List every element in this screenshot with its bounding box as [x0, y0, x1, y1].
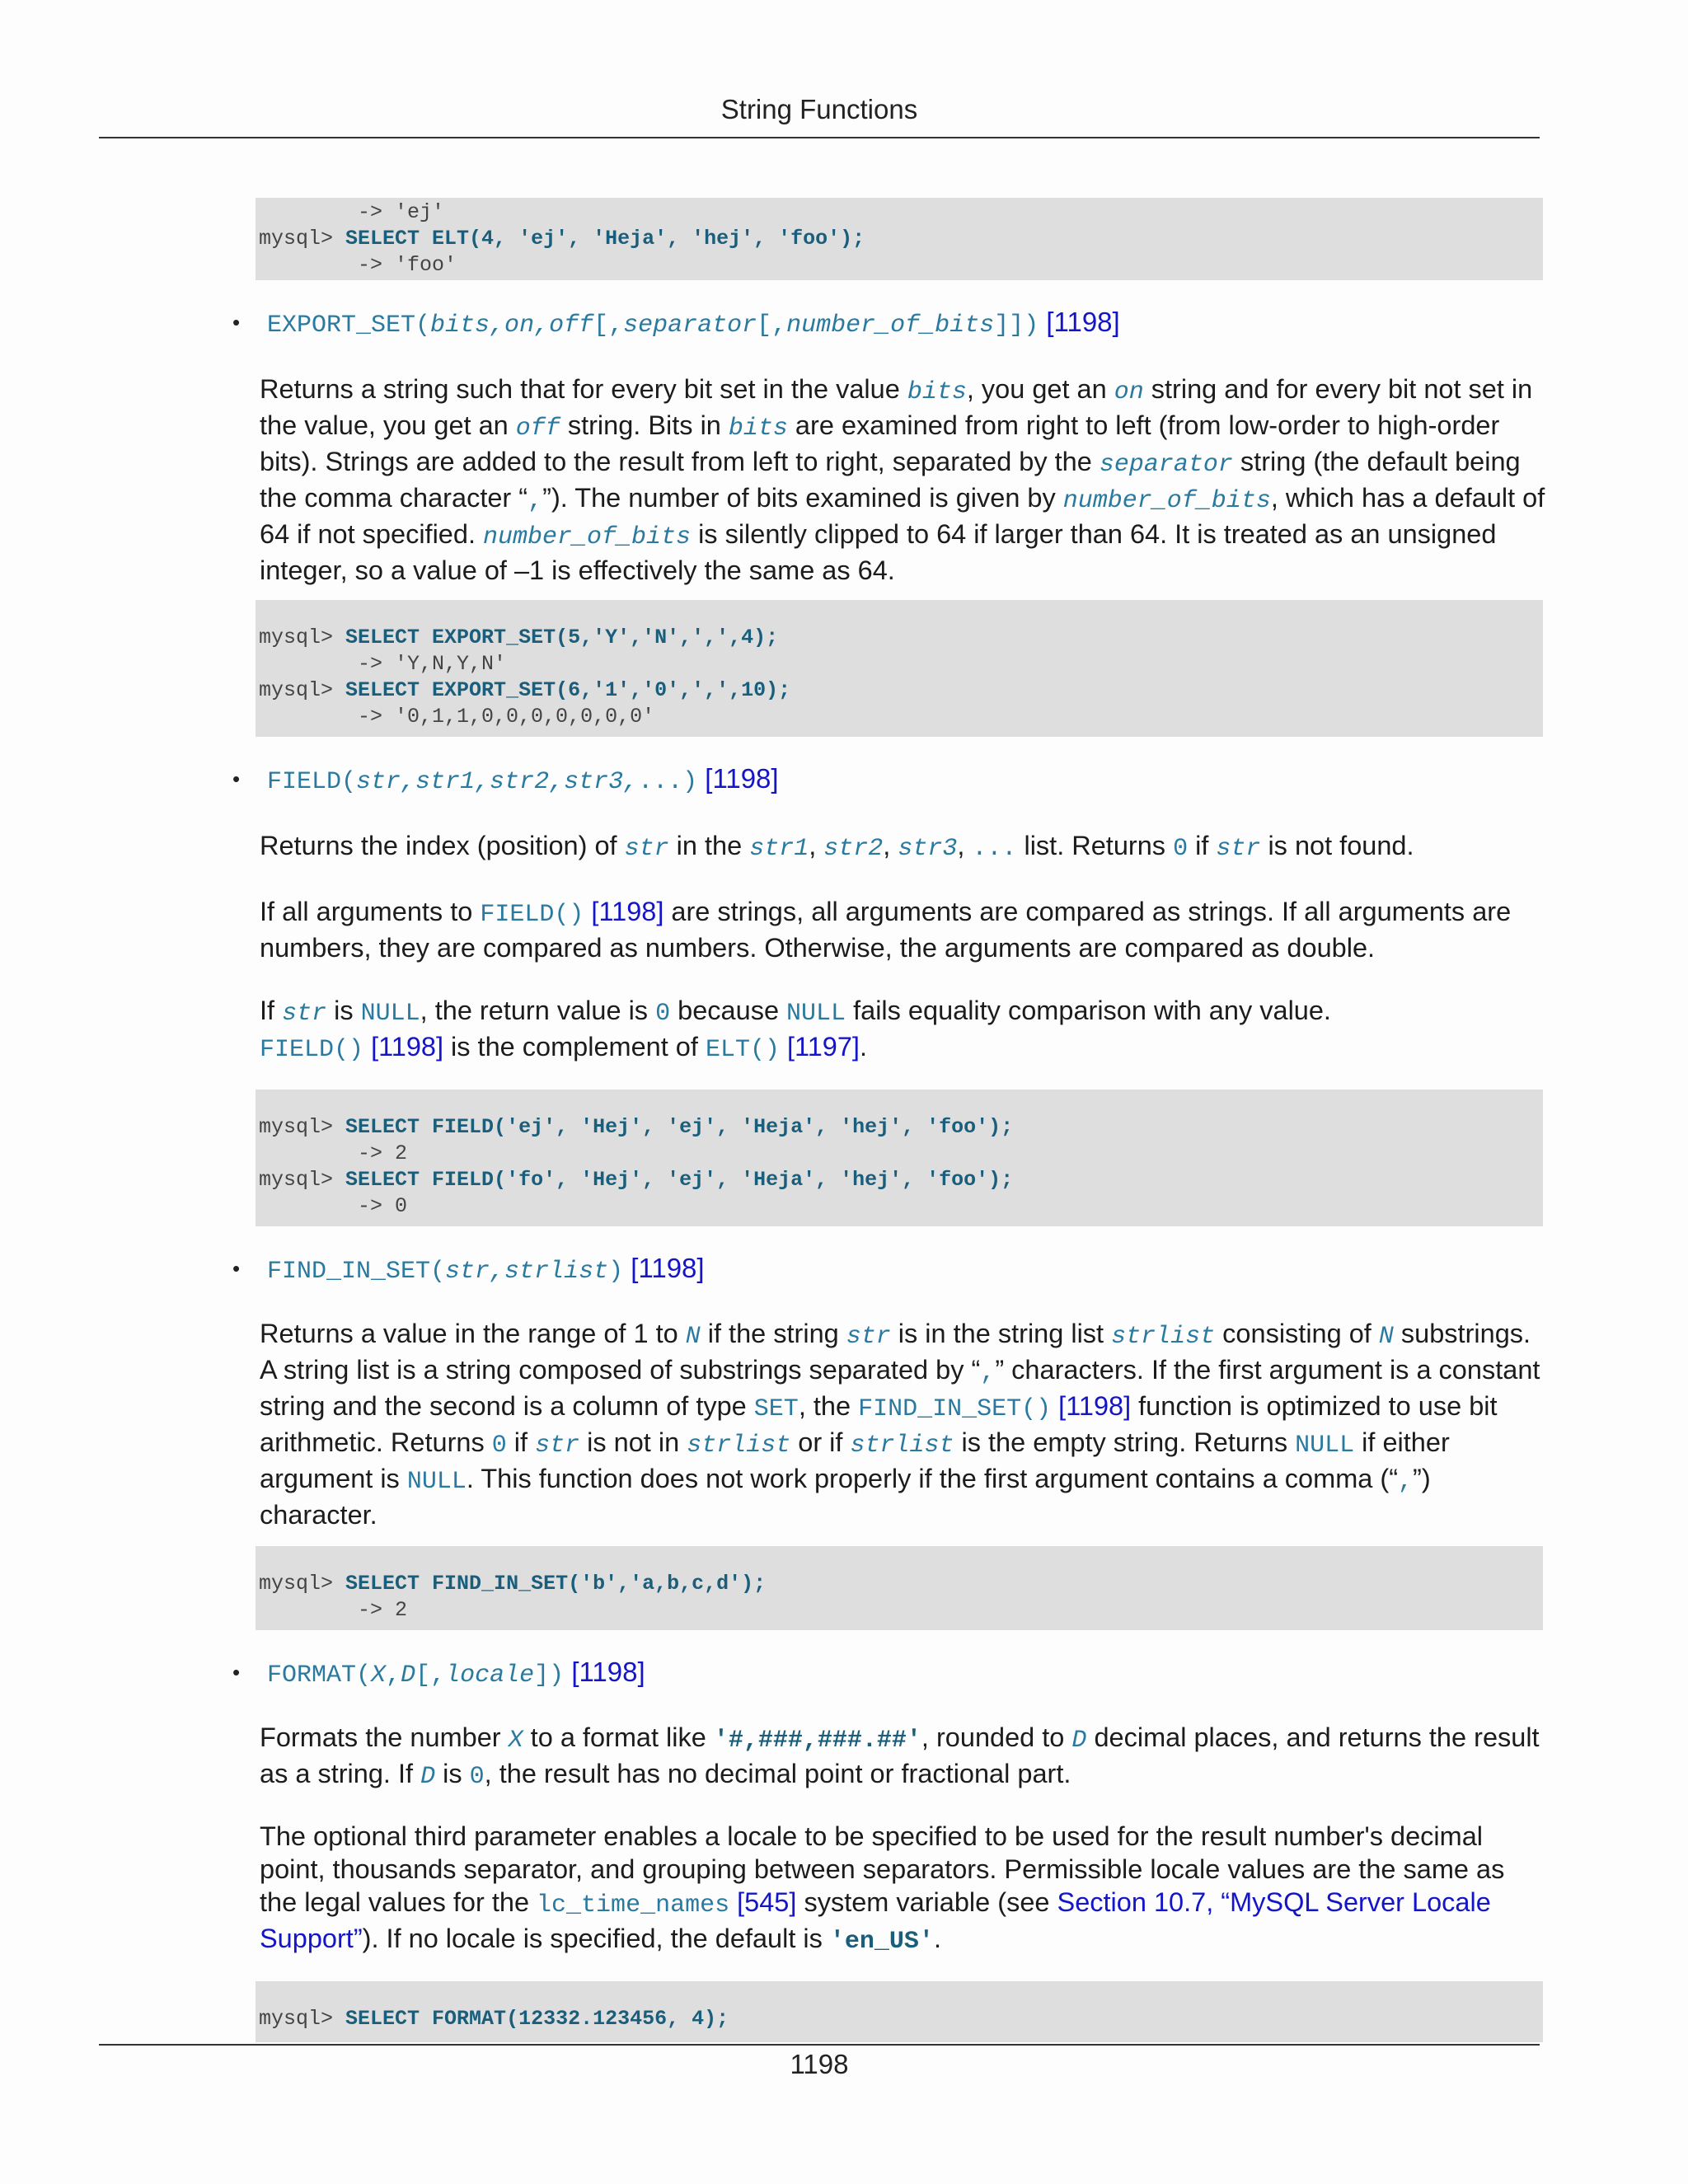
- page-header: String Functions: [720, 94, 918, 124]
- field-description-1: Returns the index (position) of str in the str1, str2, str3, ... list. Returns 0 if str is not found.: [260, 831, 1414, 863]
- code-line: mysql> SELECT ELT(4, 'ej', 'Heja', 'hej', 'foo');: [259, 227, 865, 251]
- code-line: -> 2: [259, 1598, 408, 1622]
- format-description-2: The optional third parameter enables a locale to be specified to be used for the result number's decimal point, thousands separator, and grouping between separators. Permissible locale values are the same as the legal values for the lc_time_names [545] system variable (see Section 10.7, “MySQL Server Locale Support”). If no locale is specified, the default is 'en_US'.: [260, 1821, 1505, 1956]
- code-line: mysql> SELECT EXPORT_SET(5,'Y','N',',',4);: [259, 626, 779, 649]
- page-ref-link[interactable]: [1198]: [591, 897, 664, 926]
- page-ref-link[interactable]: [545]: [737, 1887, 797, 1917]
- page-number: 1198: [790, 2049, 849, 2079]
- page-ref-link[interactable]: [1198]: [571, 1657, 645, 1687]
- code-line: mysql> SELECT FIELD('ej', 'Hej', 'ej', 'Heja', 'hej', 'foo');: [259, 1115, 1014, 1139]
- code-block-export-set: [256, 600, 1543, 737]
- page-ref-link[interactable]: [1198]: [371, 1032, 444, 1062]
- function-name: FORMAT(: [267, 1661, 372, 1690]
- bullet-icon: •: [232, 766, 241, 791]
- code-line: -> 'Y,N,Y,N': [259, 652, 507, 676]
- page-ref-link[interactable]: [1197]: [787, 1032, 860, 1062]
- page-ref-link[interactable]: [1198]: [1046, 307, 1120, 337]
- export-set-description: Returns a string such that for every bit set in the value bits, you get an on string and for every bit not set in the value, you get an off string. Bits in bits are examined from right to left (from low-order to high-order bits). Strings are added to the result from left to right, separated by the separator string (the default being the comma character “,”). The number of bits examined is given by number_of_bits, which has a default of 64 if not specified. number_of_bits is silently clipped to 64 if larger than 64. It is treated as an unsigned integer, so a value of –1 is effectively the same as 64.: [260, 374, 1545, 585]
- field-description-2: If all arguments to FIELD() [1198] are strings, all arguments are compared as strings. If all arguments are numbers, they are compared as numbers. Otherwise, the arguments are compared as double.: [260, 897, 1512, 963]
- code-block-find-in-set: [256, 1546, 1543, 1630]
- find-in-set-description: Returns a value in the range of 1 to N if the string str is in the string list strlist consisting of N substrings. A string list is a string composed of substrings separated by “,” characters. If the first argument is a constant string and the second is a column of type SET, the FIND_IN_SET() [1198] function is optimized to use bit arithmetic. Returns 0 if str is not in strlist or if strlist is the empty string. Returns NULL if either argument is NULL. This function does not work properly if the first argument contains a comma (“,”) character.: [260, 1319, 1540, 1530]
- function-name: EXPORT_SET(: [267, 312, 431, 340]
- code-block-field: [256, 1090, 1543, 1226]
- code-line: -> '0,1,1,0,0,0,0,0,0,0': [259, 705, 655, 729]
- code-line: mysql> SELECT EXPORT_SET(6,'1','0',',',10);: [259, 678, 791, 702]
- code-line: -> 'foo': [259, 253, 457, 277]
- code-block-elt: [256, 198, 1543, 280]
- code-line: -> 'ej': [259, 200, 445, 224]
- code-line: -> 0: [259, 1194, 408, 1218]
- page-ref-link[interactable]: [1198]: [705, 763, 779, 794]
- code-line: mysql> SELECT FORMAT(12332.123456, 4);: [259, 2007, 729, 2031]
- field-signature: FIELD(str,str1,str2,str3,...) [1198]: [267, 763, 779, 796]
- format-description-1: Formats the number X to a format like '#,###,###.##', rounded to D decimal places, and returns the result as a string. If D is 0, the result has no decimal point or fractional part.: [260, 1722, 1540, 1791]
- code-block-format: [256, 1981, 1543, 2042]
- page-ref-link[interactable]: [1198]: [631, 1253, 705, 1283]
- bullet-icon: •: [232, 1660, 241, 1685]
- section-link[interactable]: Section 10.7, “MySQL Server Locale Support”: [260, 1887, 1491, 1953]
- bullet-icon: •: [232, 1256, 241, 1281]
- page-ref-link[interactable]: [1198]: [1058, 1391, 1132, 1421]
- header-rule: [99, 137, 1540, 138]
- bullet-icon: •: [232, 310, 241, 335]
- code-line: -> 2: [259, 1141, 408, 1165]
- field-description-3: If str is NULL, the return value is 0 because NULL fails equality comparison with any value. FIELD() [1198] is the complement of ELT() [1197].: [260, 996, 1331, 1064]
- format-signature: FORMAT(X,D[,locale]) [1198]: [267, 1657, 645, 1690]
- code-line: mysql> SELECT FIELD('fo', 'Hej', 'ej', 'Heja', 'hej', 'foo');: [259, 1168, 1014, 1192]
- find-in-set-signature: FIND_IN_SET(str,strlist) [1198]: [267, 1253, 705, 1286]
- export-set-signature: EXPORT_SET(bits,on,off[,separator[,number_of_bits]]) [1198]: [267, 307, 1120, 340]
- function-name: FIND_IN_SET(: [267, 1258, 446, 1286]
- footer-rule: [99, 2044, 1540, 2046]
- function-name: FIELD(: [267, 768, 357, 796]
- code-line: mysql> SELECT FIND_IN_SET('b','a,b,c,d');: [259, 1572, 767, 1596]
